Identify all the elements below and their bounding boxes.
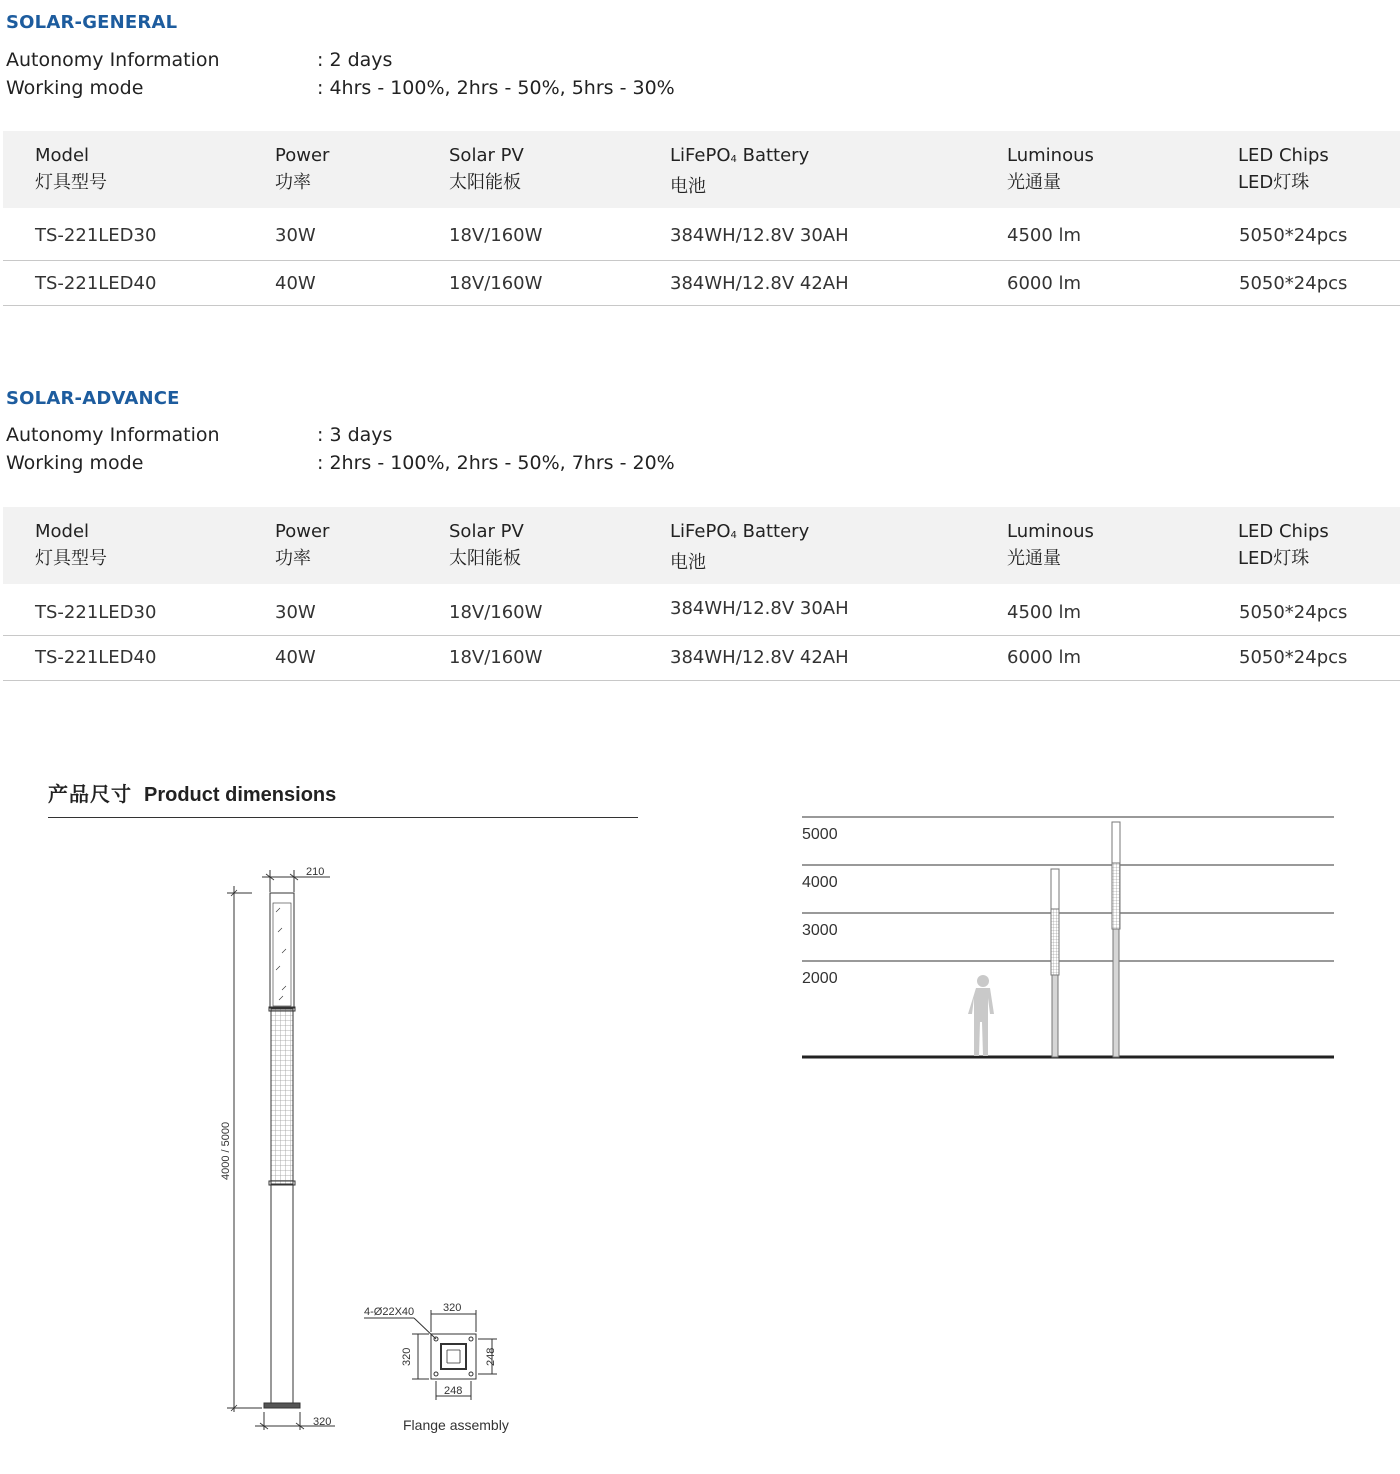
cell-model: TS-221LED40 [35,273,157,294]
header-battery: LiFePO$_4$ Battery 电池 [670,521,810,573]
cell-power: 30W [275,225,316,246]
header-led-chips: LED Chips LED灯珠 [1238,521,1329,569]
cell-power: 30W [275,602,316,623]
scale-label-3000: 3000 [802,922,838,939]
cell-solar-pv: 18V/160W [449,273,543,294]
autonomy-value: : 2 days [317,49,393,71]
flange-dim-top: 320 [443,1302,462,1314]
working-mode-value: : 4hrs - 100%, 2hrs - 50%, 5hrs - 30% [317,77,675,99]
autonomy-label: Autonomy Information [6,49,220,71]
header-luminous: Luminous 光通量 [1007,145,1094,193]
autonomy-value: : 3 days [317,424,393,446]
flange-holes-label: 4-Ø22X40 [364,1306,415,1318]
product-dimensions-title: 产品尺寸 Product dimensions [48,782,337,806]
cell-solar-pv: 18V/160W [449,602,543,623]
cell-model: TS-221LED30 [35,602,157,623]
section-title-advance: SOLAR-ADVANCE [6,388,180,409]
cell-led-chips: 5050*24pcs [1239,647,1348,668]
header-power: Power 功率 [275,521,330,569]
header-model: Model 灯具型号 [35,145,107,193]
header-power: Power 功率 [275,145,330,193]
cell-power: 40W [275,273,316,294]
working-mode-label: Working mode [6,77,144,99]
dim-height: 4000 / 5000 [220,1121,232,1180]
scale-label-2000: 2000 [802,970,838,987]
scale-label-5000: 5000 [802,826,838,843]
header-led-chips: LED Chips LED灯珠 [1238,145,1329,193]
dim-base-width: 320 [313,1416,332,1428]
header-luminous: Luminous 光通量 [1007,521,1094,569]
pole-elevation-drawing [227,870,335,1430]
working-mode-label: Working mode [6,452,144,474]
flange-drawing [364,1310,497,1400]
cell-solar-pv: 18V/160W [449,225,543,246]
header-battery: LiFePO$_4$ Battery 电池 [670,145,810,197]
height-scale-drawing [802,817,1334,1057]
pole-4000 [1051,869,1059,1057]
cell-solar-pv: 18V/160W [449,647,543,668]
flange-caption: Flange assembly [403,1417,509,1433]
cell-power: 40W [275,647,316,668]
section-title-general: SOLAR-GENERAL [6,12,178,33]
dim-top-width: 210 [306,866,325,878]
autonomy-label: Autonomy Information [6,424,220,446]
cell-led-chips: 5050*24pcs [1239,225,1348,246]
cell-luminous: 4500 lm [1007,225,1082,246]
header-solar-pv: Solar PV 太阳能板 [449,521,524,569]
header-solar-pv: Solar PV 太阳能板 [449,145,524,193]
header-model: Model 灯具型号 [35,521,107,569]
flange-dim-left: 320 [401,1347,413,1366]
cell-model: TS-221LED30 [35,225,157,246]
cell-model: TS-221LED40 [35,647,157,668]
scale-label-4000: 4000 [802,874,838,891]
person-silhouette-icon [968,975,994,1056]
working-mode-value: : 2hrs - 100%, 2hrs - 50%, 7hrs - 20% [317,452,675,474]
cell-led-chips: 5050*24pcs [1239,602,1348,623]
cell-battery: 384WH/12.8V 42AH [670,647,849,668]
cell-battery: 384WH/12.8V 30AH [670,598,849,619]
cell-battery: 384WH/12.8V 42AH [670,273,849,294]
pole-5000 [1112,822,1120,1057]
cell-luminous: 4500 lm [1007,602,1082,623]
cell-led-chips: 5050*24pcs [1239,273,1348,294]
cell-luminous: 6000 lm [1007,647,1082,668]
cell-battery: 384WH/12.8V 30AH [670,225,849,246]
cell-luminous: 6000 lm [1007,273,1082,294]
flange-dim-bottom: 248 [444,1385,463,1397]
flange-dim-right: 248 [485,1347,497,1366]
